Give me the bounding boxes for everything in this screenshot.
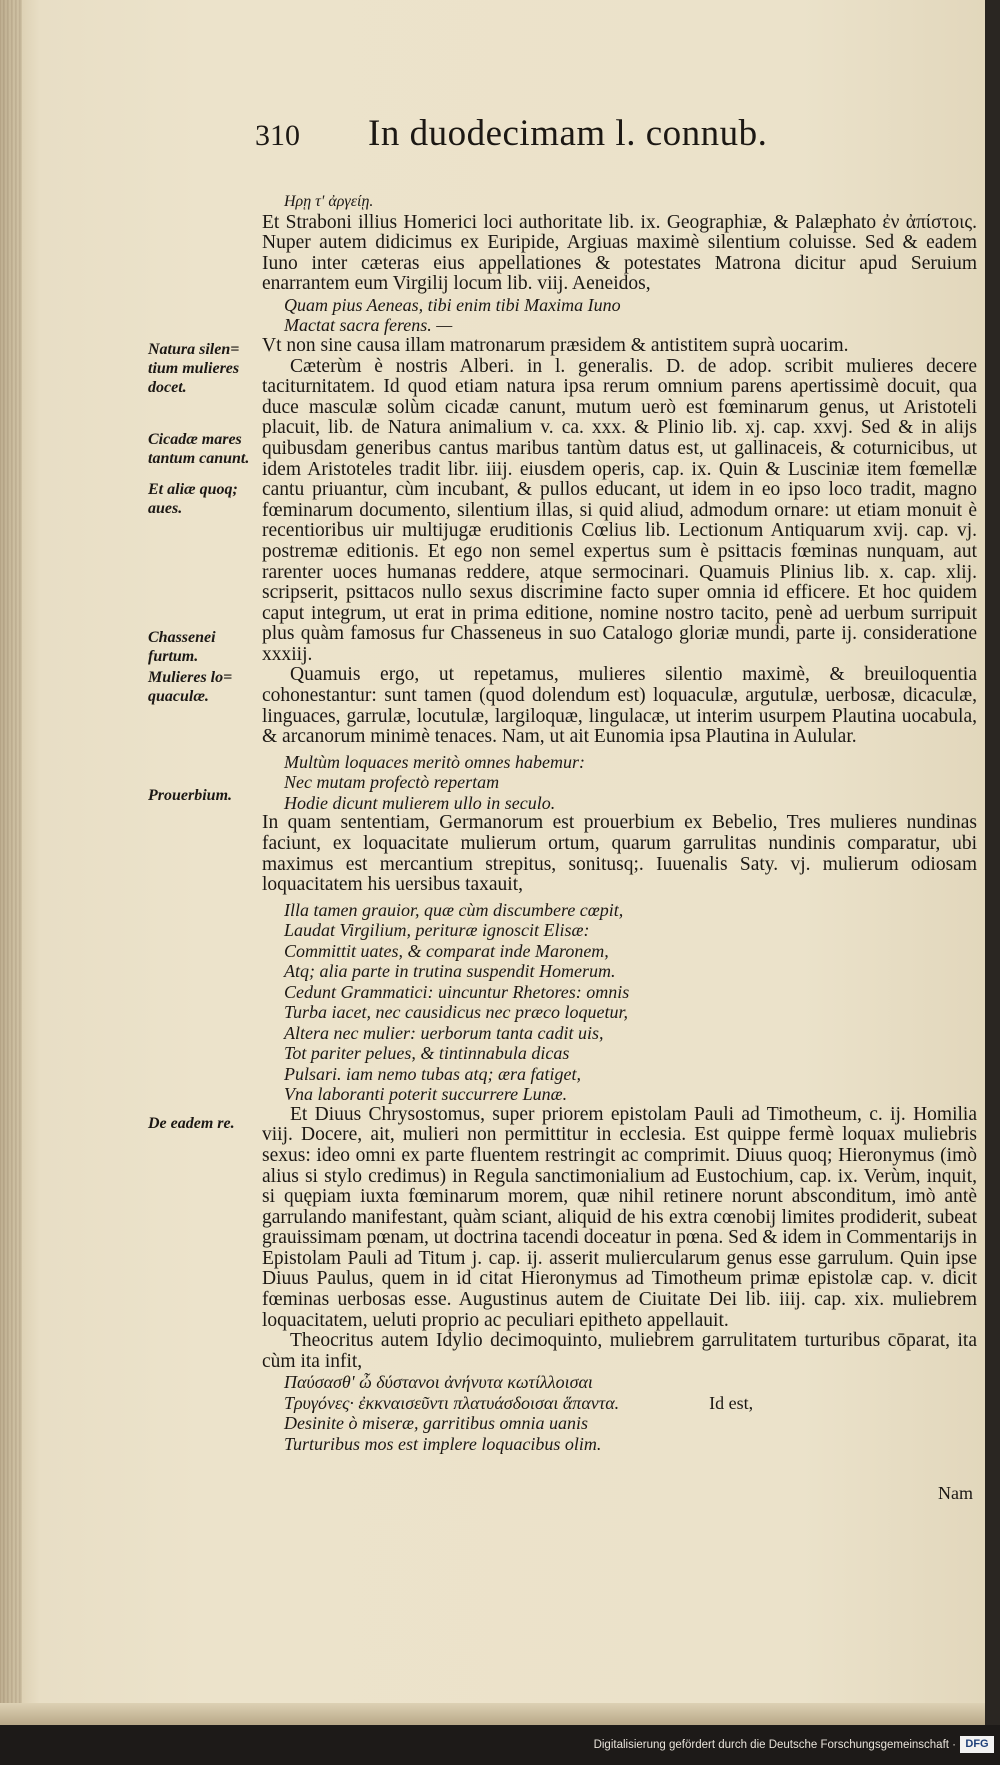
greek-quote: Ηρῃ τ' ἀργείῃ. <box>284 193 374 210</box>
verse-line: Committit uates, & comparat inde Maronem, <box>284 940 609 961</box>
verse-line: Turba iacet, nec causidicus nec præco loquetur, <box>284 1002 628 1023</box>
verse-line: Atq; alia parte in trutina suspendit Homerum. <box>284 961 616 982</box>
margin-note-prouerbium: Prouerbium. <box>148 787 233 804</box>
id-est-label: Id est, <box>709 1392 754 1413</box>
paragraph: Vt non sine causa illam matronarum præsidem & antistitem suprà uocarim. <box>262 334 849 356</box>
verse-line: Mactat sacra ferens. — <box>284 315 453 336</box>
verse-line: Quam pius Aeneas, tibi enim tibi Maxima Iuno <box>284 294 621 315</box>
margin-note-loquaculae: Mulieres lo= quaculæ. <box>148 669 233 705</box>
verse-line: Nec mutam profectò repertam <box>284 772 500 793</box>
page-bottom-edge <box>0 1703 985 1725</box>
verse-block <box>262 295 977 336</box>
verse-line: Desinite ò miseræ, garritibus omnia uanis <box>284 1413 589 1434</box>
running-title: In duodecimam l. connub. <box>368 113 768 154</box>
footer-credit: Digitalisierung gefördert durch die Deutsche Forschungsgemeinschaft · <box>593 1739 956 1751</box>
verse-line: Illa tamen grauior, quæ cùm discumbere cœpit, <box>284 899 624 920</box>
catchword: Nam <box>938 1483 973 1503</box>
verse-line: Tot pariter pelues, & tintinnabula dicas <box>284 1043 570 1064</box>
page-header <box>255 112 875 155</box>
verse-block <box>262 752 977 814</box>
verse-line: Hodie dicunt mulierem ullo in seculo. <box>284 792 556 813</box>
main-text <box>262 192 977 1454</box>
verse-line: Cedunt Grammatici: uincuntur Rhetores: omnis <box>284 981 630 1002</box>
greek-verse-block <box>262 1372 977 1454</box>
greek-verse-line: Τρυγόνες· ἐκκναισεῦντι πλατυάσδοισαι ἅπαντα. <box>284 1392 620 1413</box>
margin-note-aues: Et aliæ quoq; aues. <box>148 481 238 517</box>
paragraph: Quamuis ergo, ut repetamus, mulieres silentio maximè, & breuiloquentia cohonestantur: sunt tamen (quod dolendum est) loquaculæ, argutulæ, uerbosæ, dicaculæ, linguaces, garrulæ, locutulæ, largiloquæ, lingulacæ, ut interim usurpem Plautina uocabula, & arcanorum minimè tenaces. Nam, ut ait Eunomia ipsa Plautina in Aulular. <box>262 664 977 748</box>
dfg-logo: DFG <box>960 1736 994 1753</box>
verse-line: Multùm loquaces meritò omnes habemur: <box>284 751 585 772</box>
verse-line: Vna laboranti poterit succurrere Lunæ. <box>284 1084 568 1105</box>
paragraph: Theocritus autem Idylio decimoquinto, muliebrem garrulitatem turturibus cōparat, ita cùm ita infit, <box>262 1330 977 1372</box>
page-number: 310 <box>255 119 300 152</box>
digitization-footer <box>0 1725 1000 1765</box>
paragraph: Et Diuus Chrysostomus, super priorem epistolam Pauli ad Timotheum, c. ij. Homilia viij. Docere, ait, mulieri non permittitur in ecclesia. Est quippe fermè loquax muliebris sexus: ideo omni ex parte fluentem restringit ac comprimit. Diuus quoq; Hieronymus (imò alius si stylo credimus) in Regula sanctimonialium ad Eustochium, cap. ix. Verùm, inquit, si quępiam iuxta fœminarum morem, quæ nihil retinere norunt absconditum, imò antè garrulando manifestant, quàm sciant, aliquid de his extra cœnobij limites prodiderit, subeat grauissimam pœnam, ut doctrina tacendi doceatur in pœna. Sed & idem in Commentarijs in Epistolam Pauli ad Titum j. cap. ij. asserit muliercularum genus esse garrulum. Quin ipse Diuus Paulus, quem in id citat Hieronymus ad Timotheum primæ epistolæ cap. v. dicit fœminas uerbosas esse. Augustinus autem de Ciuitate Dei lib. iiij. cap. xix. muliebrem loquacitatem, ueluti proprio ac peculiari epitheto appellauit. <box>262 1103 977 1331</box>
paragraph: Et Straboni illius Homerici loci authoritate lib. ix. Geographiæ, & Palæphato ἐν ἀπίστοις. Nuper autem didicimus ex Euripide, Argiuas maximè silentium coluisse. Sed & eadem Iuno inter cæteras eius appellationes & potestates Matrona dicitur apud Seruium enarrantem eum Virgilij locum lib. viij. Aeneidos, <box>262 211 977 295</box>
verse-line: Altera nec mulier: uerborum tanta cadit uis, <box>284 1022 604 1043</box>
verse-line: Turturibus mos est implere loquacibus olim. <box>284 1433 602 1454</box>
margin-note-de-eadem-re: De eadem re. <box>148 1115 235 1132</box>
verse-line: Pulsari. iam nemo tubas atq; æra fatiget, <box>284 1063 581 1084</box>
verse-block <box>262 900 977 1105</box>
greek-verse-line: Παύσασθ' ὦ δύστανοι ἀνήνυτα κωτίλλοισαι <box>284 1372 593 1393</box>
verse-line: Laudat Virgilium, perituræ ignoscit Elisæ: <box>284 920 590 941</box>
paragraph: Cæterùm è nostris Alberi. in l. generalis. D. de adop. scribit mulieres decere taciturnitatem. Id quod etiam natura ipsa rerum omnium parens apertissimè docuit, qua duce masculæ solùm cicadæ canunt, mutum uerò est fœminarum genus, ut Aristoteli placuit, lib. de Natura animalium v. ca. xxx. & Plinio lib. xj. cap. xxvj. Sed & in alijs quibusdam generibus cantus maribus tantùm datus est, ut gallinaceis, & coturnicibus, ut idem Aristoteles tradit libr. iiij. eiusdem operis, cap. ix. Quin & Lusciniæ item fœmellæ cantu priuantur, cùm incubant, & pullos educant, ut idem in eo ipso loco tradit, magno fœminarum documento, silentium illas, si quid aliud, admodum ornare: ut etiam monuit è recentioribus uir multijugæ eruditionis Cœlius lib. Lectionum Antiquarum xvij. cap. vj. postremæ editionis. Et ego non semel expertus sum è psittacis fœminas nunquam, aut rarenter uoces humanas reddere, atque sermocinari. Quamuis Plinius lib. x. cap. xlij. scripserit, psittacos nullo sexus discrimine facto super omnia id efficere. Et hoc quidem caput integrum, ut erat in prima editione, nomine nostro tacito, penè ad uerbum surripuit plus quàm famosus fur Chasseneus in suo Catalogo gloriæ mundi, parte ij. consideratione xxxiij. <box>262 355 977 665</box>
margin-note-cicadae: Cicadæ mares tantum canunt. <box>148 431 250 467</box>
book-spine-edge <box>0 0 22 1765</box>
margin-note-chassenei: Chassenei furtum. <box>148 629 216 665</box>
paragraph: In quam sententiam, Germanorum est prouerbium ex Bebelio, Tres mulieres nundinas faciunt, ex loquacitate mulierum ortum, quarum garrulitas nundinis comparatur, ubi maximus est mercantium strepitus, sonitusq;. Iuuenalis Saty. vj. mulierum odiosam loquacitatem his uersibus taxauit, <box>262 812 977 896</box>
margin-note-natura: Natura silen= tium mulieres docet. <box>148 341 240 396</box>
